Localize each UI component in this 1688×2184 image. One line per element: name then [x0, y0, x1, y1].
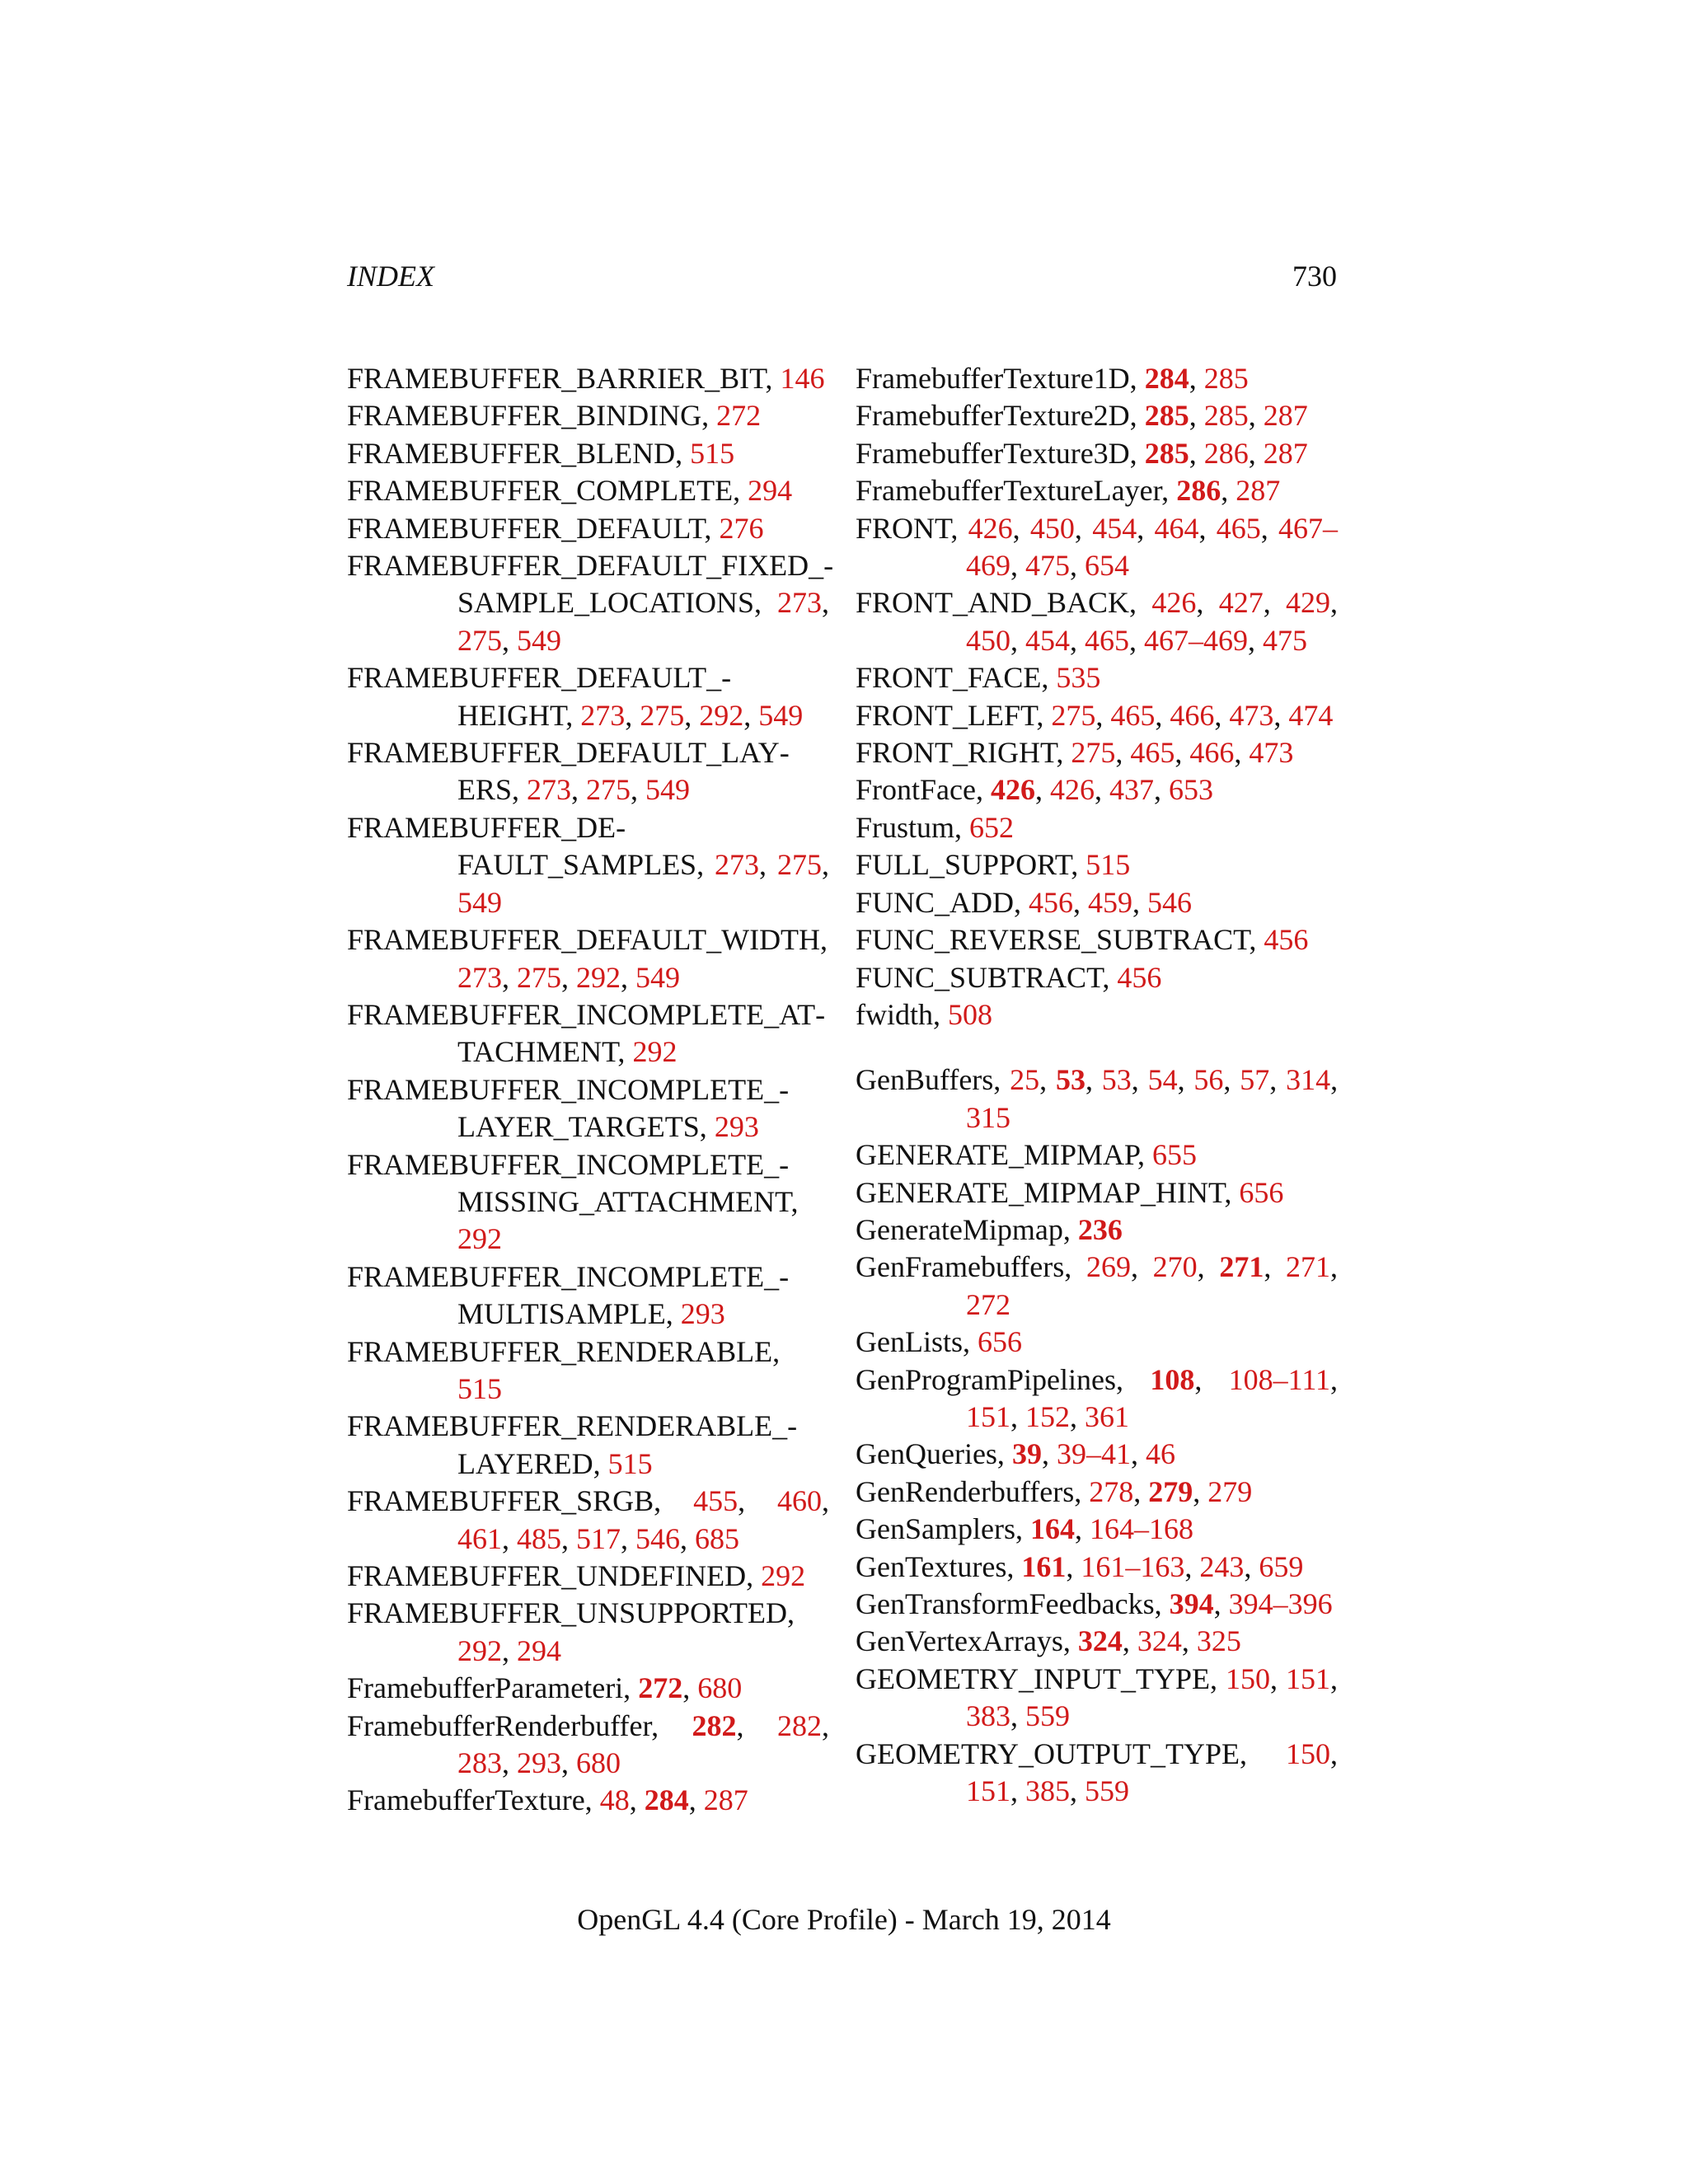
page-ref-link[interactable]: 485 — [517, 1521, 561, 1555]
index-entry: FRAMEBUFFER_DEFAULT_LAYERS, 273, 275, 549 — [347, 736, 790, 807]
index-term: FramebufferTexture1D, — [856, 362, 1145, 395]
index-entry — [347, 1558, 829, 1595]
index-entry: FramebufferRenderbuffer, 282, 282, 283, 293, 680 — [347, 1708, 829, 1780]
index-term: GenRenderbuffers, — [856, 1474, 1090, 1508]
index-entry: GEOMETRY_INPUT_TYPE, 150, 151, 383, 559 — [856, 1661, 1338, 1733]
index-term: FULL_SUPPORT, — [856, 848, 1086, 882]
page-ref-link[interactable]: 549 — [457, 885, 502, 919]
index-entry: FRAMEBUFFER_SRGB, 455, 460, 461, 485, 517, 546, 685 — [347, 1484, 829, 1555]
index-entry: FRAMEBUFFER_DEFAULT_FIXED_SAMPLE_LOCATIONS, 273, 275, 549 — [347, 549, 834, 657]
page-ref-link-primary[interactable]: 426 — [990, 773, 1035, 807]
page-ref-link[interactable]: 275 — [1051, 698, 1096, 732]
index-entry — [856, 996, 1338, 1033]
index-entry: FramebufferTexture3D, 285, 286, 287 — [856, 436, 1308, 470]
page-ref-link[interactable]: 685 — [695, 1521, 739, 1555]
index-term: GENERATE_MIPMAP_HINT, — [856, 1175, 1240, 1209]
page-ref-link[interactable]: 278 — [1089, 1474, 1134, 1508]
page-ref-link-primary[interactable]: 282 — [692, 1708, 737, 1742]
page-ref-link[interactable]: 48 — [599, 1783, 630, 1817]
page-ref-link-primary[interactable]: 394 — [1169, 1587, 1214, 1620]
page-ref-link[interactable]: 279 — [1207, 1474, 1253, 1508]
page-ref-link[interactable]: 108–111 — [1228, 1362, 1330, 1396]
page-ref-link[interactable]: 394–396 — [1228, 1587, 1333, 1620]
index-term: GenVertexArrays, — [856, 1624, 1078, 1658]
page-ref-link[interactable]: 150 — [1226, 1661, 1270, 1695]
page-ref-link[interactable]: 467–469 — [1144, 623, 1248, 657]
page-ref-link[interactable]: 655 — [1152, 1138, 1198, 1172]
page-ref-link[interactable]: 515 — [457, 1371, 502, 1405]
page-ref-link[interactable]: 39–41 — [1056, 1437, 1131, 1471]
page-ref-link[interactable]: 559 — [1085, 1774, 1129, 1808]
index-entry: GenRenderbuffers, 278, 279, 279 — [856, 1474, 1253, 1508]
page-ref-link[interactable]: 286 — [1203, 436, 1249, 470]
page-ref-link[interactable]: 464 — [1154, 511, 1199, 545]
letter-group-gap — [856, 1033, 1338, 1062]
index-entry: FRONT_LEFT, 275, 465, 466, 473, 474 — [856, 698, 1334, 732]
index-entry — [347, 472, 829, 509]
index-entry — [347, 1071, 829, 1146]
index-term: GenTextures, — [856, 1549, 1022, 1583]
page-ref-link[interactable]: 475 — [1025, 549, 1070, 583]
page-ref-link[interactable]: 151 — [966, 1774, 1010, 1808]
page-ref-link[interactable]: 460 — [777, 1484, 822, 1518]
page-ref-link[interactable]: 273 — [715, 848, 760, 882]
index-term: FramebufferRenderbuffer, — [347, 1708, 692, 1742]
index-entry: GenTransformFeedbacks, 394, 394–396 — [856, 1587, 1333, 1620]
index-term: FRAMEBUFFER_BINDING, — [347, 399, 717, 433]
page-ref-link[interactable]: 465 — [1085, 623, 1129, 657]
page-ref-link-primary[interactable]: 39 — [1011, 1437, 1042, 1471]
page-ref-link-primary[interactable]: 285 — [1144, 436, 1189, 470]
index-term: FRAMEBUFFER_BARRIER_BIT, — [347, 362, 781, 395]
index-entry: FUNC_ADD, 456, 459, 546 — [856, 885, 1193, 919]
index-term: GenFramebuffers, — [856, 1250, 1086, 1284]
index-term: GenTransformFeedbacks, — [856, 1587, 1170, 1620]
index-entry — [856, 1137, 1338, 1174]
page-ref-link[interactable]: 465 — [1216, 511, 1261, 545]
page-ref-link-primary[interactable]: 53 — [1055, 1063, 1085, 1097]
page-ref-link[interactable]: 273 — [457, 960, 502, 994]
page-ref-link[interactable]: 275 — [586, 773, 631, 807]
page-ref-link[interactable]: 275 — [640, 698, 685, 732]
page-ref-link[interactable]: 146 — [780, 362, 825, 395]
index-term: FUNC_ADD, — [856, 885, 1029, 919]
page-ref-link[interactable]: 461 — [457, 1521, 502, 1555]
index-term: FRAMEBUFFER_DEFAULT_WIDTH, — [347, 923, 828, 957]
index-entry — [856, 1174, 1338, 1212]
page-ref-link[interactable]: 282 — [777, 1708, 822, 1742]
page-ref-link[interactable]: 361 — [1085, 1399, 1129, 1433]
page-ref-link[interactable]: 652 — [969, 810, 1015, 844]
index-entry — [347, 1333, 829, 1408]
index-entry: GenFramebuffers, 269, 270, 271, 271, 272 — [856, 1250, 1338, 1321]
index-term: FramebufferTexture, — [347, 1783, 600, 1817]
index-term: FRAMEBUFFER_DEFAULT, — [347, 511, 720, 545]
index-term: FRAMEBUFFER_RENDERABLE_LAYERED, — [347, 1409, 798, 1480]
index-entry: GenVertexArrays, 324, 324, 325 — [856, 1624, 1241, 1658]
page-ref-link[interactable]: 272 — [966, 1287, 1010, 1321]
index-entry — [856, 1212, 1338, 1249]
index-entry: FrontFace, 426, 426, 437, 653 — [856, 773, 1213, 807]
page-ref-link[interactable]: 294 — [748, 474, 793, 508]
index-term: GenLists, — [856, 1325, 978, 1359]
page-ref-link-primary[interactable]: 285 — [1144, 399, 1189, 433]
index-entry — [347, 435, 829, 472]
page-ref-link[interactable]: 546 — [1147, 885, 1193, 919]
index-term: FRONT_AND_BACK, — [856, 586, 1152, 620]
page-ref-link[interactable]: 549 — [758, 698, 804, 732]
index-entry — [347, 1408, 829, 1483]
page-ref-link[interactable]: 653 — [1168, 773, 1213, 807]
page-ref-link[interactable]: 269 — [1085, 1250, 1131, 1284]
page-ref-link-primary[interactable]: 271 — [1219, 1250, 1264, 1284]
page-ref-link[interactable]: 56 — [1193, 1063, 1224, 1097]
index-term: GEOMETRY_INPUT_TYPE, — [856, 1661, 1226, 1695]
page-ref-link[interactable]: 467–469 — [966, 511, 1339, 583]
index-entry: GenProgramPipelines, 108, 108–111, 151, 152, 361 — [856, 1362, 1338, 1433]
page-ref-link[interactable]: 656 — [1239, 1175, 1284, 1209]
page-ref-link[interactable]: 429 — [1286, 586, 1331, 620]
page-ref-link[interactable]: 287 — [703, 1783, 748, 1817]
index-term: FramebufferTexture2D, — [856, 399, 1145, 433]
page-ref-link[interactable]: 292 — [761, 1559, 806, 1592]
index-term: FRAMEBUFFER_DEFAULT_HEIGHT, — [347, 661, 732, 732]
page-ref-link[interactable]: 427 — [1218, 586, 1264, 620]
page-ref-link[interactable]: 426 — [968, 511, 1013, 545]
page-ref-link[interactable]: 275 — [1071, 736, 1116, 770]
index-entry: GenTextures, 161, 161–163, 243, 659 — [856, 1549, 1304, 1583]
page-ref-link[interactable]: 292 — [632, 1035, 678, 1069]
page-ref-link[interactable]: 272 — [716, 399, 762, 433]
index-entry: FramebufferTexture, 48, 284, 287 — [347, 1783, 748, 1817]
page-ref-link[interactable]: 275 — [517, 960, 561, 994]
page-ref-link[interactable]: 549 — [635, 960, 680, 994]
index-entry — [347, 397, 829, 434]
page-ref-link[interactable]: 151 — [966, 1399, 1010, 1433]
page-ref-link[interactable]: 161–163 — [1081, 1549, 1185, 1583]
page-ref-link[interactable]: 324 — [1137, 1624, 1182, 1658]
index-term: FRONT_FACE, — [856, 661, 1057, 695]
index-entry — [856, 959, 1338, 996]
index-term: fwidth, — [856, 997, 948, 1031]
page-ref-link[interactable]: 287 — [1263, 436, 1308, 470]
index-entry: FramebufferTextureLayer, 286, 287 — [856, 474, 1281, 508]
page-ref-link[interactable]: 454 — [1025, 623, 1070, 657]
index-term: FRAMEBUFFER_INCOMPLETE_MULTISAMPLE, — [347, 1259, 790, 1331]
index-entry — [856, 809, 1338, 846]
index-term: FRAMEBUFFER_DEFAULT_LAYERS, — [347, 736, 790, 807]
page-ref-link[interactable]: 473 — [1229, 698, 1274, 732]
page-ref-link[interactable]: 437 — [1109, 773, 1154, 807]
index-entry: FramebufferParameteri, 272, 680 — [347, 1671, 743, 1705]
page-ref-link[interactable]: 473 — [1249, 736, 1294, 770]
index-entry — [856, 846, 1338, 883]
page-ref-link[interactable]: 315 — [966, 1100, 1010, 1134]
page-ref-link-primary[interactable]: 108 — [1150, 1362, 1195, 1396]
page-ref-link[interactable]: 680 — [576, 1746, 621, 1780]
page-ref-link[interactable]: 54 — [1147, 1063, 1178, 1097]
page-ref-link[interactable]: 293 — [680, 1297, 725, 1331]
page-ref-link[interactable]: 383 — [966, 1699, 1010, 1733]
index-term: GenBuffers, — [856, 1063, 1010, 1097]
page-ref-link[interactable]: 426 — [1151, 586, 1197, 620]
page-ref-link[interactable]: 546 — [635, 1521, 680, 1555]
index-term: FRAMEBUFFER_DEFAULT_SAMPLES, — [347, 810, 715, 882]
page-ref-link[interactable]: 152 — [1025, 1399, 1070, 1433]
page-ref-link[interactable]: 656 — [978, 1325, 1022, 1359]
page-ref-link[interactable]: 292 — [576, 960, 621, 994]
index-column-right — [856, 360, 1338, 1810]
page-ref-link[interactable]: 294 — [517, 1633, 561, 1667]
index-entry — [347, 996, 829, 1071]
page-ref-link[interactable]: 325 — [1196, 1624, 1241, 1658]
index-term: FramebufferTexture3D, — [856, 436, 1145, 470]
page-ref-link-primary[interactable]: 279 — [1148, 1474, 1193, 1508]
index-term: FRAMEBUFFER_BLEND, — [347, 436, 691, 470]
page-ref-link[interactable]: 271 — [1286, 1250, 1330, 1284]
page-ref-link[interactable]: 515 — [607, 1446, 653, 1480]
index-term: FRAMEBUFFER_INCOMPLETE_MISSING_ATTACHMENT, — [347, 1147, 799, 1218]
page-ref-link[interactable]: 466 — [1189, 736, 1235, 770]
page-ref-link[interactable]: 559 — [1025, 1699, 1070, 1733]
page-ref-link[interactable]: 517 — [576, 1521, 621, 1555]
index-entry: GenBuffers, 25, 53, 53, 54, 56, 57, 314, 315 — [856, 1063, 1339, 1134]
index-term: FUNC_REVERSE_SUBTRACT, — [856, 923, 1264, 957]
page-ref-link[interactable]: 285 — [1203, 362, 1249, 395]
index-term: FrontFace, — [856, 773, 991, 807]
index-term: FRAMEBUFFER_COMPLETE, — [347, 474, 748, 508]
page-ref-link[interactable]: 450 — [966, 623, 1010, 657]
page-ref-link[interactable]: 292 — [457, 1633, 502, 1667]
index-term: GENERATE_MIPMAP, — [856, 1138, 1153, 1172]
page-ref-link[interactable]: 151 — [1286, 1661, 1330, 1695]
index-entry — [856, 921, 1338, 958]
page-ref-link[interactable]: 455 — [693, 1484, 738, 1518]
page-ref-link[interactable]: 275 — [457, 623, 502, 657]
index-entry — [856, 1324, 1338, 1361]
page-footer: OpenGL 4.4 (Core Profile) - March 19, 2014 — [577, 1903, 1111, 1936]
index-entry — [347, 360, 829, 397]
index-term: Frustum, — [856, 810, 970, 844]
page-ref-link[interactable]: 465 — [1130, 736, 1175, 770]
page-ref-link[interactable]: 465 — [1110, 698, 1156, 732]
index-term: GEOMETRY_OUTPUT_TYPE, — [856, 1736, 1286, 1770]
page-ref-link[interactable]: 456 — [1264, 923, 1309, 957]
index-entry: FRAMEBUFFER_DEFAULT_WIDTH, 273, 275, 292, 549 — [347, 923, 828, 994]
index-entry — [856, 659, 1338, 696]
page-ref-link[interactable]: 508 — [948, 997, 992, 1031]
index-entry: GenQueries, 39, 39–41, 46 — [856, 1437, 1175, 1471]
index-entry: GEOMETRY_OUTPUT_TYPE, 150, 151, 385, 559 — [856, 1736, 1338, 1808]
page-ref-link[interactable]: 57 — [1240, 1063, 1270, 1097]
index-term: FramebufferTextureLayer, — [856, 474, 1177, 508]
page-ref-link[interactable]: 515 — [1085, 848, 1131, 882]
page-ref-link[interactable]: 276 — [719, 511, 764, 545]
page-ref-link[interactable]: 456 — [1117, 960, 1162, 994]
page-ref-link-primary[interactable]: 286 — [1176, 474, 1221, 508]
index-entry: FramebufferTexture1D, 284, 285 — [856, 362, 1249, 395]
index-term: FRAMEBUFFER_SRGB, — [347, 1484, 694, 1518]
page-ref-link[interactable]: 285 — [1203, 399, 1249, 433]
page-ref-link[interactable]: 314 — [1286, 1063, 1331, 1097]
index-entry: FRONT, 426, 450, 454, 464, 465, 467–469, 475, 654 — [856, 511, 1339, 583]
page-ref-link[interactable]: 515 — [690, 436, 735, 470]
page-ref-link[interactable]: 466 — [1170, 698, 1215, 732]
page-ref-link[interactable]: 474 — [1288, 698, 1334, 732]
page-ref-link[interactable]: 450 — [1029, 511, 1075, 545]
page-ref-link[interactable]: 283 — [457, 1746, 502, 1780]
section-title: INDEX — [347, 260, 434, 293]
index-term: GenQueries, — [856, 1437, 1012, 1471]
page-ref-link[interactable]: 53 — [1101, 1063, 1132, 1097]
index-term: GenSamplers, — [856, 1512, 1030, 1546]
page-ref-link[interactable]: 292 — [699, 698, 744, 732]
index-entry: FRONT_RIGHT, 275, 465, 466, 473 — [856, 736, 1294, 770]
page-ref-link[interactable]: 535 — [1056, 661, 1101, 695]
page-ref-link-primary[interactable]: 284 — [1144, 362, 1189, 395]
page-ref-link-primary[interactable]: 164 — [1029, 1512, 1075, 1546]
page-ref-link[interactable]: 46 — [1145, 1437, 1175, 1471]
page-ref-link[interactable]: 454 — [1092, 511, 1137, 545]
index-term: FRONT_RIGHT, — [856, 736, 1071, 770]
page-ref-link[interactable]: 273 — [527, 773, 572, 807]
index-term: FRAMEBUFFER_UNSUPPORTED, — [347, 1596, 795, 1630]
page-ref-link[interactable]: 459 — [1088, 885, 1133, 919]
index-term: FRAMEBUFFER_RENDERABLE, — [347, 1334, 781, 1368]
page-ref-link-primary[interactable]: 324 — [1077, 1624, 1123, 1658]
index-term: FRAMEBUFFER_DEFAULT_FIXED_SAMPLE_LOCATIONS, — [347, 549, 834, 620]
page-ref-link[interactable]: 549 — [517, 623, 561, 657]
page-ref-link[interactable]: 659 — [1259, 1549, 1304, 1583]
page-ref-link[interactable]: 287 — [1236, 474, 1281, 508]
page-ref-link[interactable]: 426 — [1049, 773, 1095, 807]
index-entry: GenSamplers, 164, 164–168 — [856, 1512, 1193, 1546]
page-ref-link[interactable]: 385 — [1025, 1774, 1070, 1808]
page-ref-link[interactable]: 680 — [697, 1671, 743, 1705]
index-entry: FRAMEBUFFER_DEFAULT_SAMPLES, 273, 275, 549 — [347, 810, 830, 919]
index-entry — [347, 1258, 829, 1333]
page-ref-link[interactable]: 150 — [1286, 1736, 1330, 1770]
page-ref-link[interactable]: 293 — [517, 1746, 561, 1780]
index-entry: FRAMEBUFFER_UNSUPPORTED, 292, 294 — [347, 1596, 795, 1667]
page-ref-link[interactable]: 456 — [1029, 885, 1074, 919]
index-term: GenerateMipmap, — [856, 1212, 1078, 1246]
page-ref-link[interactable]: 164–168 — [1089, 1512, 1193, 1546]
index-term: FramebufferParameteri, — [347, 1671, 639, 1705]
index-term: FRAMEBUFFER_INCOMPLETE_LAYER_TARGETS, — [347, 1072, 790, 1144]
page-ref-link[interactable]: 270 — [1152, 1250, 1198, 1284]
page-ref-link[interactable]: 549 — [645, 773, 691, 807]
index-entry: FramebufferTexture2D, 285, 285, 287 — [856, 399, 1308, 433]
index-entry — [347, 1146, 829, 1258]
page-ref-link[interactable]: 475 — [1263, 623, 1307, 657]
page-ref-link[interactable]: 243 — [1199, 1549, 1245, 1583]
index-term: FUNC_SUBTRACT, — [856, 960, 1118, 994]
index-entry: FRAMEBUFFER_DEFAULT_HEIGHT, 273, 275, 292, 549 — [347, 661, 804, 732]
page-ref-link-primary[interactable]: 161 — [1021, 1549, 1067, 1583]
index-entry — [347, 510, 829, 547]
index-term: FRAMEBUFFER_INCOMPLETE_ATTACHMENT, — [347, 997, 826, 1069]
index-column-left — [347, 360, 834, 1820]
page-ref-link-primary[interactable]: 284 — [644, 1783, 689, 1817]
page-ref-link[interactable]: 273 — [580, 698, 626, 732]
index-term: FRAMEBUFFER_UNDEFINED, — [347, 1559, 762, 1592]
index-entry: FRONT_AND_BACK, 426, 427, 429, 450, 454, 465, 467–469, 475 — [856, 586, 1339, 657]
page-number: 730 — [1292, 260, 1337, 293]
page-ref-link[interactable]: 287 — [1263, 399, 1308, 433]
page-ref-link[interactable]: 292 — [457, 1222, 502, 1256]
page-ref-link[interactable]: 273 — [777, 586, 822, 620]
page-ref-link-primary[interactable]: 272 — [638, 1671, 683, 1705]
index-term: FRONT_LEFT, — [856, 698, 1052, 732]
index-term: FRONT, — [856, 511, 968, 545]
page-ref-link[interactable]: 275 — [777, 848, 823, 882]
page-ref-link[interactable]: 25 — [1010, 1063, 1040, 1097]
index-term: GenProgramPipelines, — [856, 1362, 1151, 1396]
page-ref-link[interactable]: 293 — [714, 1110, 759, 1144]
page-ref-link[interactable]: 654 — [1085, 549, 1129, 583]
page-ref-link-primary[interactable]: 236 — [1077, 1212, 1123, 1246]
